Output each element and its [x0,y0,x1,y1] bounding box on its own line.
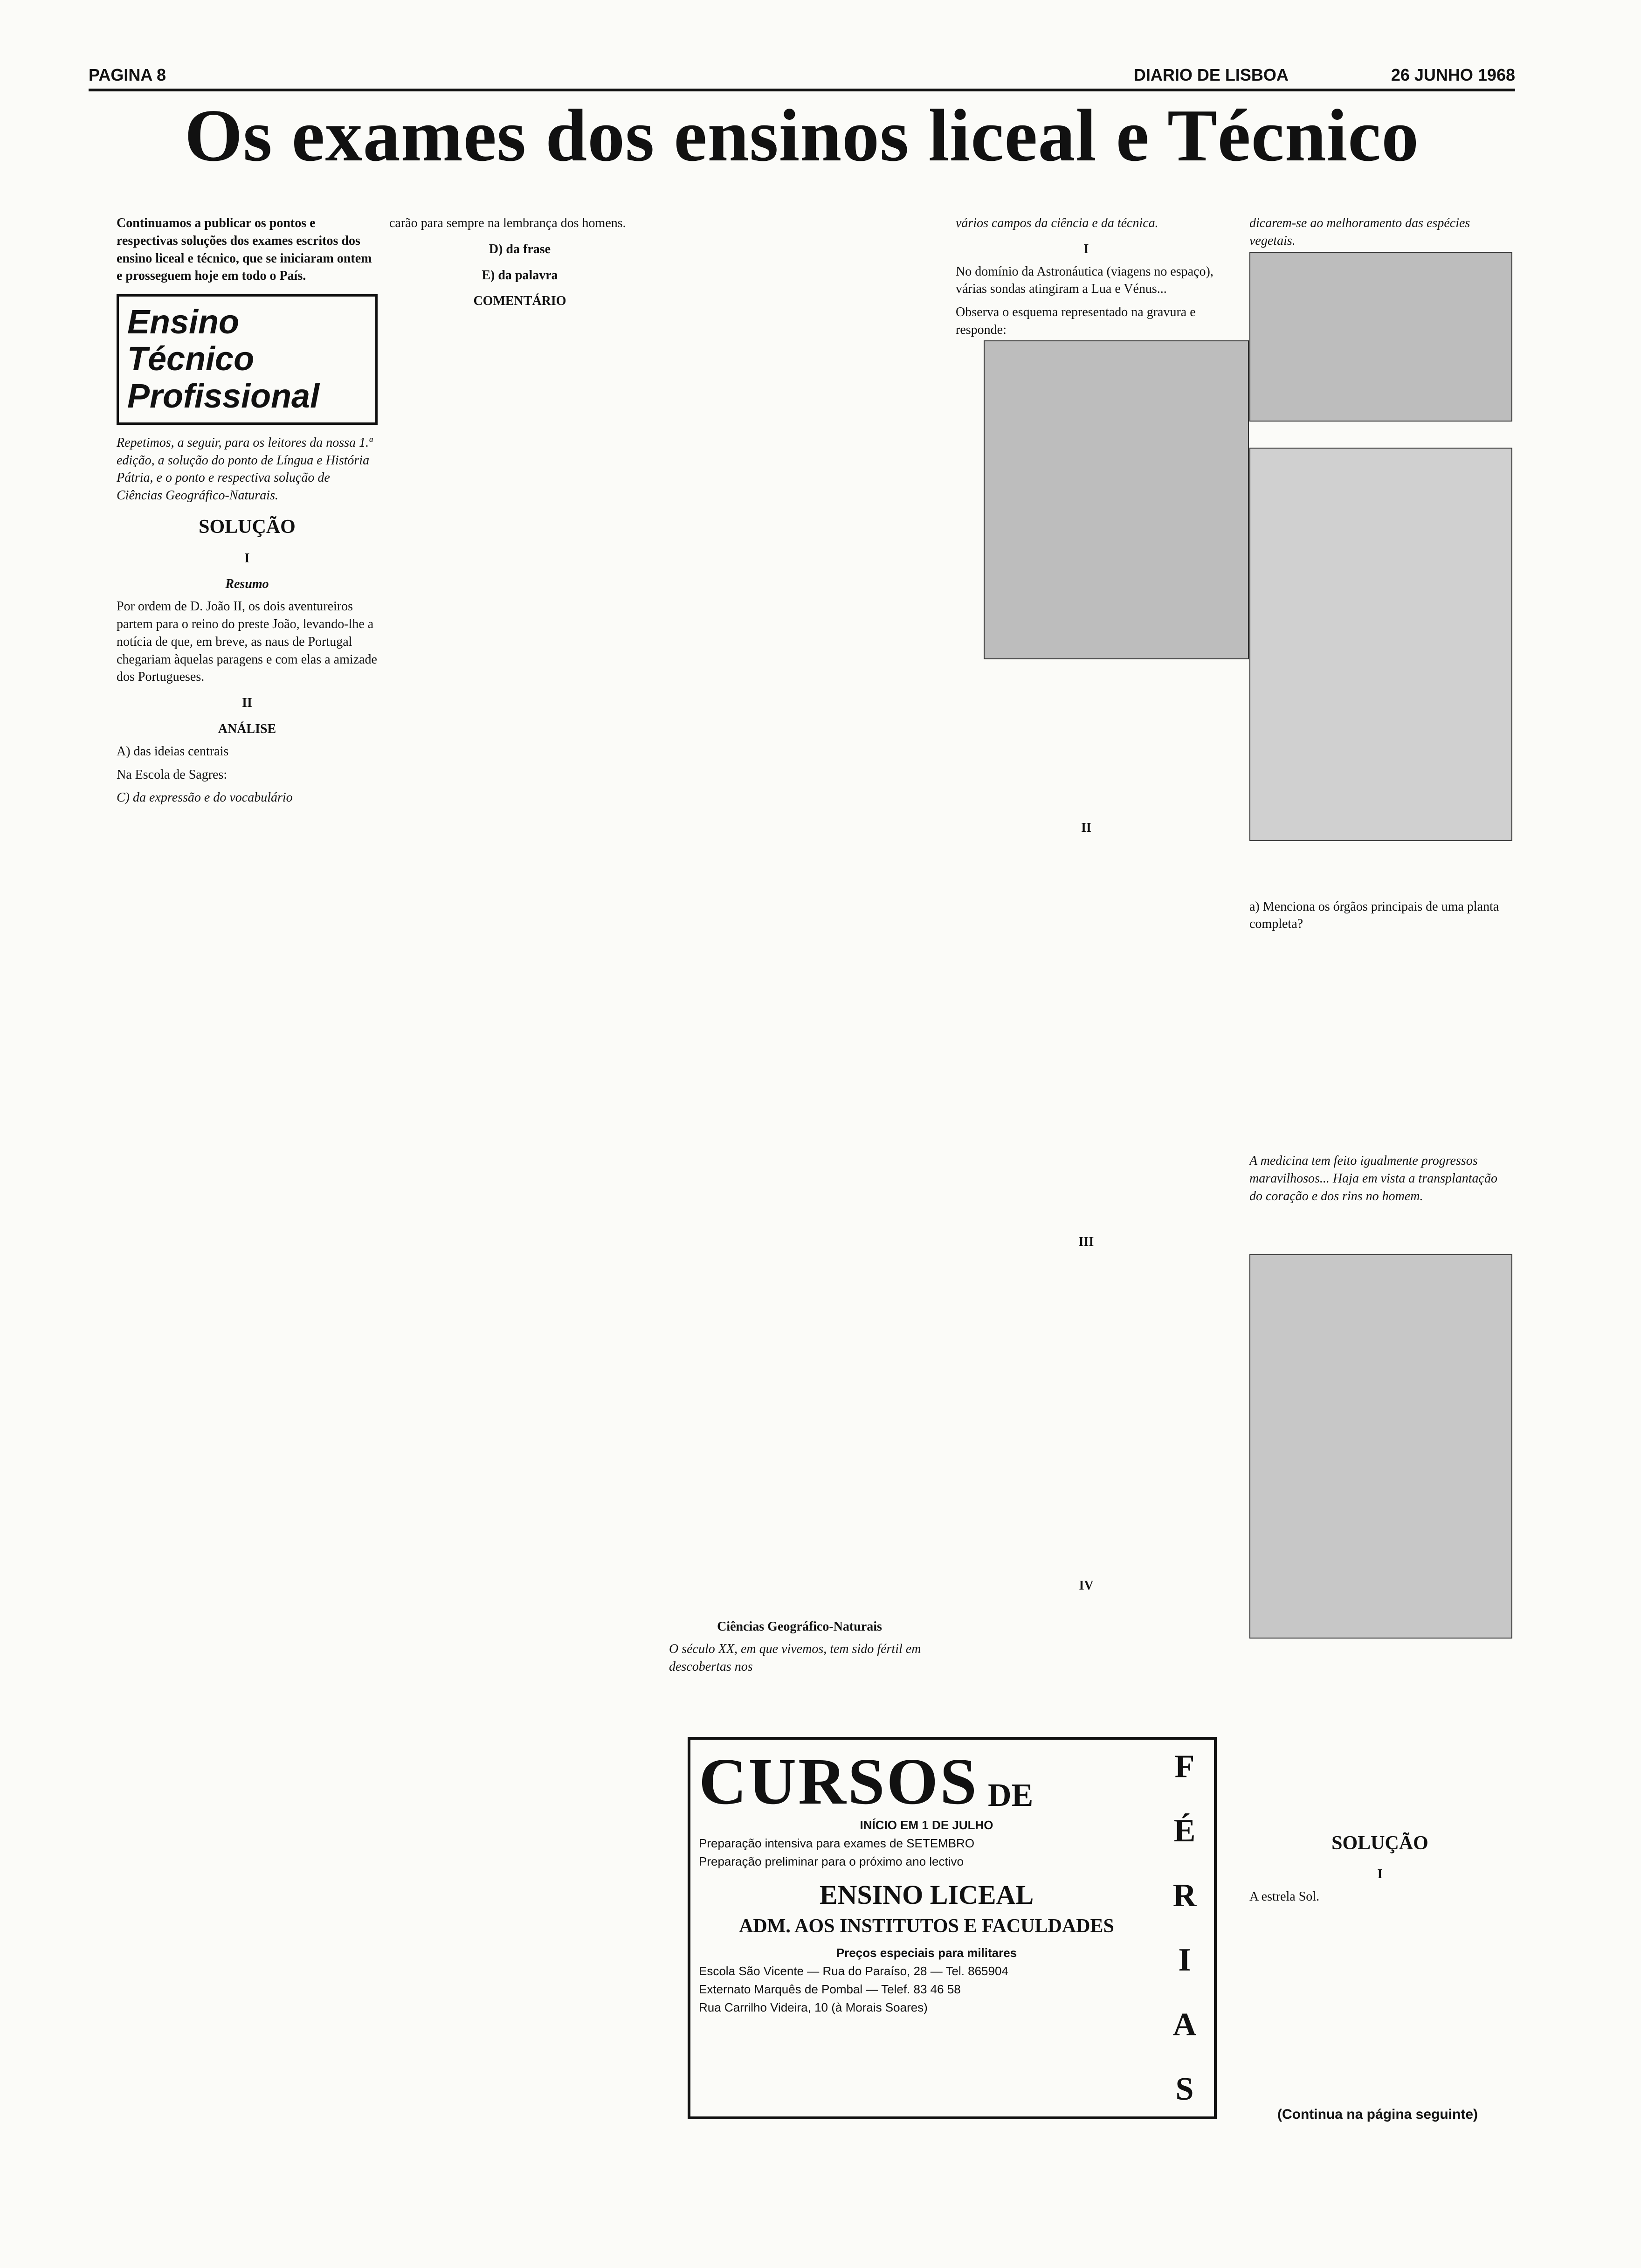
newspaper-name: DIARIO DE LISBOA [1133,65,1289,84]
analysis-subtitle: A) das ideias centrais [117,744,229,759]
solution-title: SOLUÇÃO [199,516,296,538]
sagres-title: Na Escola de Sagres: [117,767,228,782]
column-4-intro: vários campos da ciência e da técnica. [956,216,1158,230]
ad-line-1: Preparação intensiva para exames de SETEMBRO [699,1836,975,1850]
left-column [117,214,378,2080]
root-illustration [1249,252,1512,422]
ad-letter-1: F [1174,1749,1195,1784]
ad-title-row [699,1744,1154,1818]
question-prompt: Observa o esquema representado na gravura e responde: [956,305,1196,337]
header-rule [89,89,1515,91]
section-box-line-2: Profissional [127,377,320,415]
ad-letter-2: É [1173,1813,1196,1849]
summary-title: Resumo [225,577,269,592]
courses-advertisement [688,1737,1217,2119]
column-4-section-iii: III [1078,1234,1094,1249]
ad-letter-4: I [1178,1942,1191,1978]
medicine-note: A medicina tem feito igualmente progressos maravilhosos... Haja em vista a transplantação do coração e dos rins no homem. [1249,1154,1497,1203]
heart-illustration [1249,1254,1512,1639]
word-title: E) da palavra [482,268,558,283]
continuation-note: (Continua na página seguinte) [1277,2107,1478,2122]
publication-date: 26 JUNHO 1968 [1391,65,1515,84]
geography-text: O século XX, em que vivemos, tem sido fértil em descobertas nos [669,1641,921,1674]
comment-title: COMENTÁRIO [473,294,566,309]
section-box-line-1: Ensino Técnico [127,304,255,378]
ad-letter-6: S [1175,2071,1194,2107]
column-5-solution-title: SOLUÇÃO [1331,1832,1428,1854]
ad-title: CURSOS [699,1744,979,1818]
section-i-title: I [244,551,250,566]
ad-military: Preços especiais para militares [836,1946,1017,1960]
column-2-opening: carão para sempre na lembrança dos homens. [389,216,626,230]
ad-letter-3: R [1172,1877,1197,1914]
geography-title: Ciências Geográfico-Naturais [717,1619,882,1634]
ad-main-2: ADM. AOS INSTITUTOS E FACULDADES [739,1915,1114,1937]
ad-address-2: Externato Marquês de Pombal — Telef. 83 46 58 [699,1982,961,1996]
solar-system-diagram [984,340,1249,659]
page-label: PAGINA 8 [89,65,166,84]
ad-line-2: Preparação preliminar para o próximo ano lectivo [699,1854,964,1868]
main-headline: Os exames dos ensinos liceal e Técnico [184,94,1420,177]
summary-paragraph: Por ordem de D. João II, os dois aventureiros partem para o reino do preste João, levando-lhe a notícia de que, em breve, as naus de Portugal chegariam àquelas paragens e com elas a amizade dos Portugueses. [117,599,377,685]
column-5-answer-1: A estrela Sol. [1249,1889,1320,1904]
ad-start: INÍCIO EM 1 DE JULHO [860,1818,993,1832]
ad-main-1: ENSINO LICEAL [819,1880,1034,1910]
ad-content [699,1744,1154,2108]
section-box [117,294,378,425]
astronautics-paragraph: No domínio da Astronáutica (viagens no espaço), várias sondas atingiram a Lua e Vénus... [956,264,1214,297]
column-4-section-iv: IV [1079,1578,1094,1593]
page-header [89,65,1515,85]
intro-paragraph: Continuamos a publicar os pontos e respectivas soluções dos exames escritos dos ensino liceal e técnico, que se iniciaram ontem e prosseguem hoje em todo o País. [117,216,372,284]
column-5-intro: dicarem-se ao melhoramento das espécies vegetais. [1249,216,1470,248]
section-ii-title: II [242,696,252,711]
plant-question: a) Menciona os órgãos principais de uma planta completa? [1249,899,1499,932]
italic-note: Repetimos, a seguir, para os leitores da nossa 1.ª edição, a solução do ponto de Língua e História Pátria, e o ponto e respectiva solução de Ciências Geográfico-Naturais. [117,435,372,503]
analysis-title: ANÁLISE [218,722,276,736]
ad-title-suffix: DE [988,1777,1034,1813]
column-4-section-ii: II [1081,820,1091,835]
column-5-section-i: I [1377,1867,1383,1882]
ad-letter-5: A [1172,2006,1197,2043]
expression-title: C) da expressão e do vocabulário [117,790,293,805]
flower-illustration [1249,448,1512,841]
phrase-title: D) da frase [489,242,551,256]
ad-address-3: Rua Carrilho Videira, 10 (à Morais Soares) [699,2000,928,2014]
column-4-section-i: I [1083,242,1089,256]
column-2 [389,214,650,2080]
ad-vertical-word [1164,1748,1206,2108]
ad-address-1: Escola São Vicente — Rua do Paraíso, 28 — Tel. 865904 [699,1964,1008,1978]
